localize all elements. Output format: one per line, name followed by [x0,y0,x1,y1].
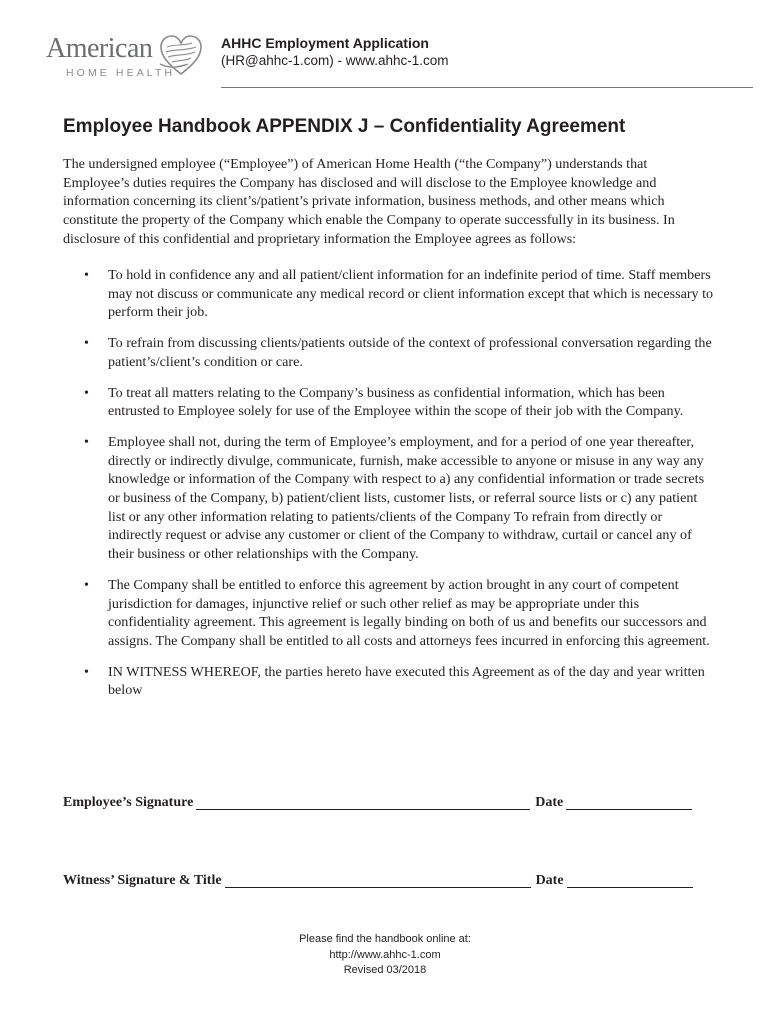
revision-date: Revised 03/2018 [343,964,427,976]
footer-link[interactable]: http://www.ahhc-1.com [329,948,441,961]
list-item: • Employee shall not, during the term of Employee’s employment, and for a period of one year thereafter, directly or indirectly divulge, communicate, furnish, make accessible to anyone or misuse in any way any knowledge or information of the Company with respect to a) any confidential information or trade secrets or business of the Company, b) patient/client lists, customer lists, or referral source lists or c) any patient list or any other information relating to patients/clients of the Company To refrain from directly or indirectly request or advise any customer or client of the Company to withdraw, curtail or cancel any of their business or other relationships with the Company. [63,433,715,564]
witness-signature-label: Witness’ Signature & Title [63,873,222,888]
list-item: • IN WITNESS WHEREOF, the parties hereto have executed this Agreement as of the day and year written below [63,663,715,700]
employee-date-line[interactable] [566,795,692,810]
company-logo [46,32,206,88]
list-item: • To refrain from discussing clients/patients outside of the context of professional conversation regarding the patient’s/client’s condition or care. [63,334,715,371]
employee-signature-label: Employee’s Signature [63,795,194,810]
employee-date-label: Date [535,795,564,810]
application-title: AHHC Employment Application [221,35,429,51]
list-item: • To hold in confidence any and all patient/client information for an indefinite period of time. Staff members may not discuss or communicate any medical record or client information except that which is necessary to perform their job. [63,266,715,322]
footer-note: Please find the handbook online at: [299,933,471,945]
witness-date-line[interactable] [567,873,693,888]
employee-signature-row [63,794,723,812]
page-header [0,0,770,90]
agreement-terms-list [63,266,715,712]
document-title: Employee Handbook APPENDIX J – Confidentiality Agreement [63,116,626,137]
employee-signature-line[interactable] [196,795,530,810]
header-text [221,34,449,70]
logo-subtitle: HOME HEALTH [66,67,176,79]
page-footer [0,932,770,979]
witness-signature-row [63,872,723,890]
logo-wordmark: American [46,33,153,64]
intro-paragraph: The undersigned employee (“Employee”) of American Home Health (“the Company”) understands that Employee’s duties requires the Company has disclosed and will disclose to the Employee knowledge and information concerning its client’s/patient’s private information, business methods, and other means which constitute the property of the Company which enable the Company to operate successfully in its business. In disclosure of this confidential and proprietary information the Employee agrees as follows: [63,156,675,247]
heart-icon [158,34,204,78]
witness-date-label: Date [535,873,564,888]
witness-signature-line[interactable] [225,873,531,888]
list-item: • The Company shall be entitled to enforce this agreement by action brought in any court of competent jurisdiction for damages, injunctive relief or such other relief as may be appropriate under this confidentiality agreement. This agreement is legally binding on both of us and benefits our successors and assigns. The Company shall be entitled to all costs and attorneys fees incurred in enforcing this agreement. [63,576,715,651]
contact-info: (HR@ahhc-1.com) - www.ahhc-1.com [221,53,449,68]
list-item: • To treat all matters relating to the Company’s business as confidential information, which has been entrusted to Employee solely for use of the Employee within the scope of their job with the Company. [63,384,715,421]
header-divider [221,87,753,88]
